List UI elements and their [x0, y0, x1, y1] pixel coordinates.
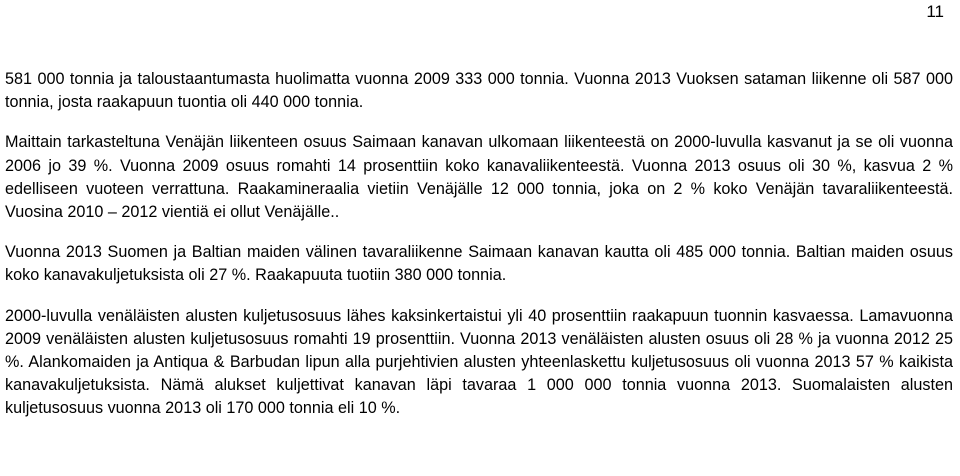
paragraph-baltic-traffic: Vuonna 2013 Suomen ja Baltian maiden välinen tavaraliikenne Saimaan kanavan kautta oli 485 000 tonnia. Baltian maiden osuus koko kanavakuljetuksista oli 27 %. Raakapuuta tuotiin 380 000 tonnia.	[5, 243, 953, 285]
document-body	[5, 68, 953, 421]
paragraph-russia-share: Maittain tarkasteltuna Venäjän liikenteen osuus Saimaan kanavan ulkomaan liikenteestä on 2000-luvulla kasvanut ja se oli vuonna 2006 jo 39 %. Vuonna 2009 osuus romahti 14 prosenttiin koko kanavaliikenteestä. Vuonna 2013 osuus oli 30 %, kasvua 2 % edelliseen vuoteen verrattuna. Raakamineraalia vietiin Venäjälle 12 000 tonnia, joka on 2 % koko Venäjän tavaraliikenteestä. Vuosina 2010 – 2012 vientiä ei ollut Venäjälle..	[5, 133, 953, 222]
page-number: 11	[926, 2, 944, 21]
paragraph-vuoksi-harbor: 581 000 tonnia ja taloustaantumasta huolimatta vuonna 2009 333 000 tonnia. Vuonna 2013 Vuoksen sataman liikenne oli 587 000 tonnia, josta raakapuun tuontia oli 440 000 tonnia.	[5, 70, 953, 112]
paragraph-vessel-flags: 2000-luvulla venäläisten alusten kuljetusosuus lähes kaksinkertaistui yli 40 prosenttiin raakapuun tuonnin kasvaessa. Lamavuonna 2009 venäläisten alusten kuljetusosuus romahti 19 prosenttiin. Vuonna 2013 venäläisten alusten osuus oli 28 % ja vuonna 2012 25 %. Alankomaiden ja Antiqua & Barbudan lipun alla purjehtivien alusten yhteenlaskettu kuljetusosuus oli vuonna 2013 57 % kaikista kanavakuljetuksista. Nämä alukset kuljettivat kanavan läpi tavaraa 1 000 000 tonnia vuonna 2013. Suomalaisten alusten kuljetusosuus vuonna 2013 oli 170 000 tonnia eli 10 %.	[5, 306, 953, 418]
